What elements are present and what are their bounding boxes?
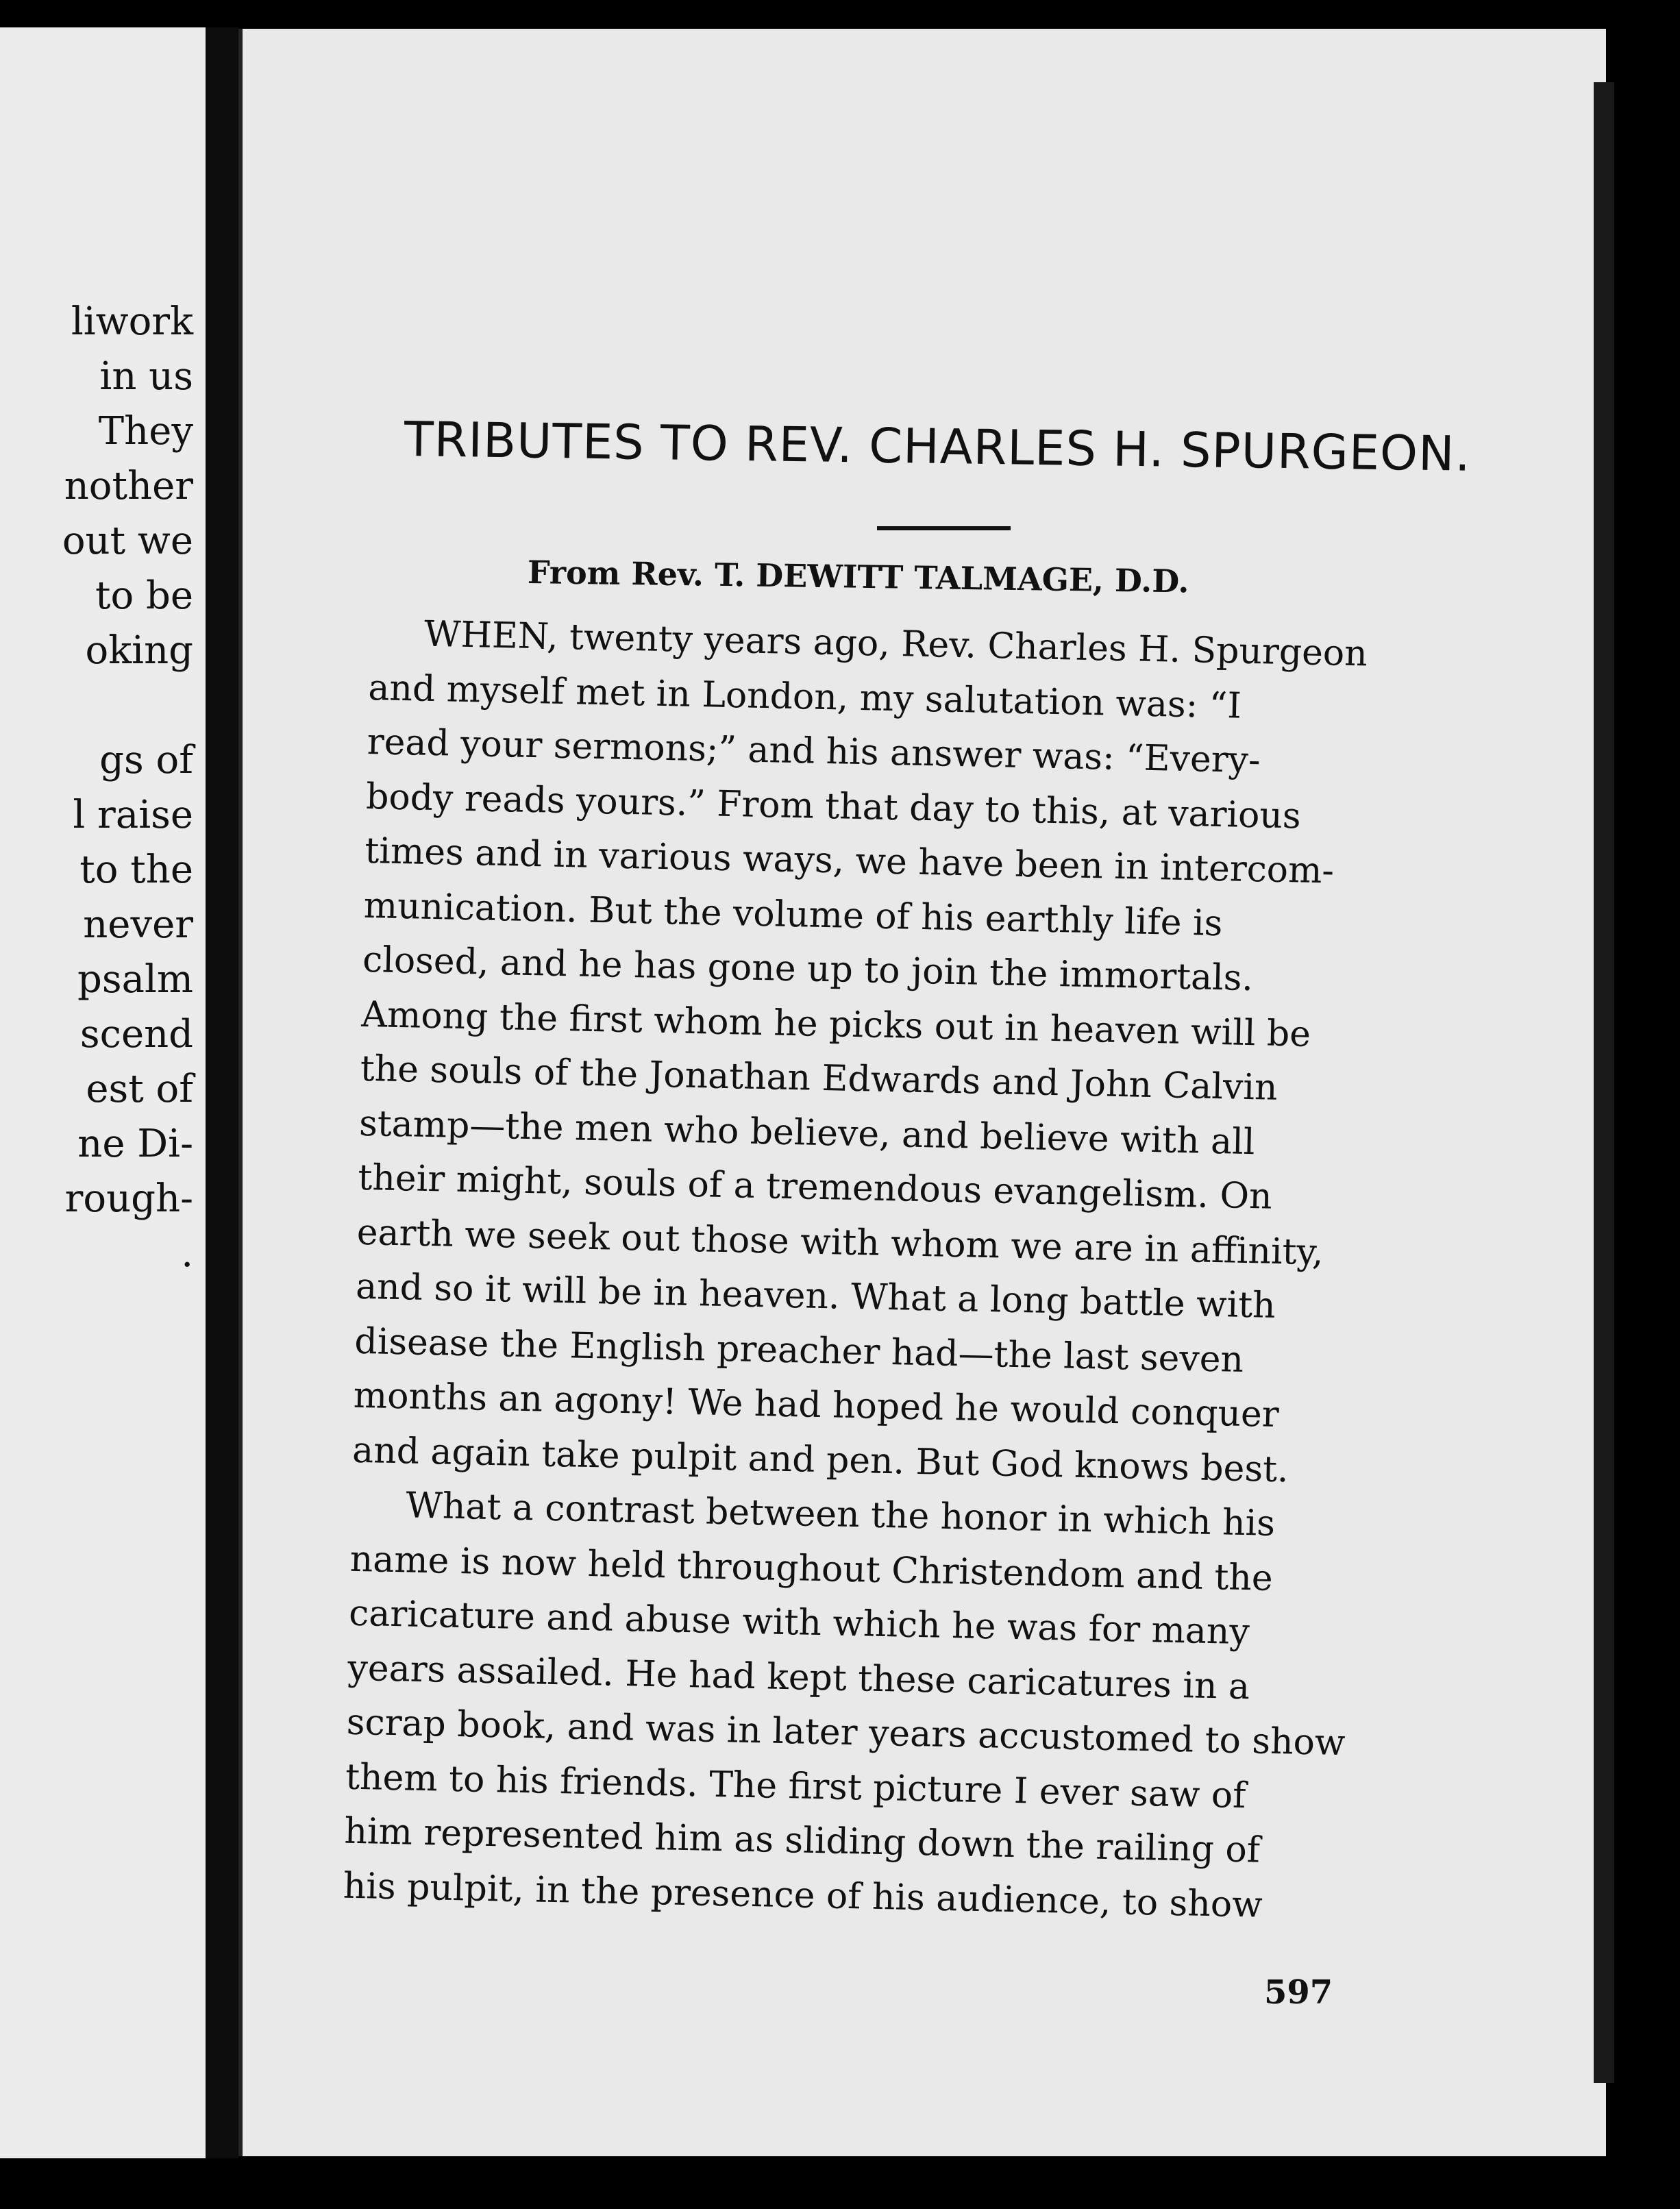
text-line: body reads yours.” From that day to this, at various bbox=[365, 776, 1302, 837]
text-line: earth we seek out those with whom we are in affinity, bbox=[356, 1211, 1324, 1273]
left-line: to be bbox=[95, 573, 193, 618]
text-line: WHEN, twenty years ago, Rev. Charles H. Spurgeon bbox=[423, 613, 1368, 675]
text-line: years assailed. He had kept these caricatures in a bbox=[347, 1647, 1250, 1707]
text-line: their might, souls of a tremendous evangelism. On bbox=[357, 1157, 1273, 1218]
left-line: gs of bbox=[99, 738, 193, 782]
left-line: nother bbox=[64, 464, 193, 508]
text-line: his pulpit, in the presence of his audience, to show bbox=[343, 1865, 1263, 1926]
text-line: read your sermons;” and his answer was: “Every- bbox=[367, 721, 1261, 782]
left-line: in us bbox=[99, 354, 193, 399]
left-line: They bbox=[98, 409, 193, 454]
page-title: TRIBUTES TO REV. CHARLES H. SPURGEON. bbox=[404, 411, 1472, 482]
left-line: out we bbox=[62, 519, 193, 563]
text-line: disease the English preacher had—the last seven bbox=[354, 1320, 1244, 1381]
text-line: and so it will be in heaven. What a long battle with bbox=[355, 1266, 1276, 1326]
left-line: est of bbox=[86, 1067, 193, 1111]
left-facing-page bbox=[0, 27, 206, 2158]
text-line: scrap book, and was in later years accustomed to show bbox=[346, 1701, 1346, 1764]
left-line: scend bbox=[79, 1012, 193, 1057]
article-body bbox=[343, 606, 1466, 1936]
left-line: . bbox=[181, 1231, 193, 1276]
left-line: l raise bbox=[73, 793, 193, 837]
text-line: and again take pulpit and pen. But God knows best. bbox=[351, 1429, 1289, 1490]
text-line: closed, and he has gone up to join the immortals. bbox=[362, 939, 1254, 1000]
text-line: times and in various ways, we have been in intercom- bbox=[364, 830, 1335, 892]
text-line: them to his friends. The first picture I ever saw of bbox=[345, 1756, 1247, 1816]
left-line: ne Di- bbox=[77, 1122, 193, 1166]
page-edge-shadow bbox=[1594, 82, 1614, 2083]
left-line: psalm bbox=[77, 957, 193, 1002]
text-line: name is now held throughout Christendom and the bbox=[349, 1538, 1274, 1599]
text-line: him represented him as sliding down the railing of bbox=[343, 1810, 1261, 1871]
paragraph-2 bbox=[343, 1478, 1448, 1936]
text-line: the souls of the Jonathan Edwards and John Calvin bbox=[360, 1048, 1278, 1109]
left-page-text bbox=[0, 295, 193, 1281]
text-line: and myself met in London, my salutation was: “I bbox=[367, 667, 1242, 727]
byline: From Rev. T. DEWITT TALMAGE, D.D. bbox=[527, 554, 1189, 600]
left-line: never bbox=[83, 902, 193, 947]
text-line: Among the first whom he picks out in heaven will be bbox=[360, 994, 1311, 1055]
paragraph-1 bbox=[351, 606, 1466, 1501]
text-line: stamp—the men who believe, and believe with all bbox=[358, 1102, 1256, 1163]
book-spine bbox=[206, 27, 238, 2158]
title-divider bbox=[877, 526, 1011, 530]
left-line: to the bbox=[79, 848, 193, 892]
text-line: months an agony! We had hoped he would conquer bbox=[353, 1374, 1280, 1436]
text-line: caricature and abuse with which he was for many bbox=[348, 1592, 1250, 1653]
page-number: 597 bbox=[1264, 1973, 1333, 2012]
left-line: liwork bbox=[71, 299, 193, 344]
left-line: rough- bbox=[64, 1176, 193, 1221]
text-line: What a contrast between the honor in which his bbox=[405, 1485, 1276, 1544]
text-line: munication. But the volume of his earthly life is bbox=[363, 885, 1223, 944]
left-line: oking bbox=[85, 628, 193, 673]
left-line bbox=[0, 678, 193, 733]
